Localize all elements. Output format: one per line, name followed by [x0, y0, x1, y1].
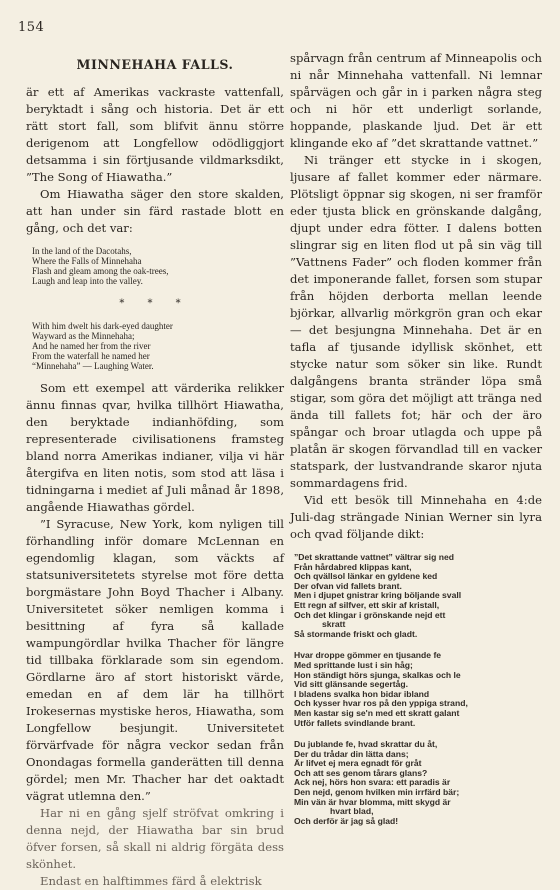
verse-line: With him dwelt his dark-eyed daughter [32, 321, 173, 331]
swedish-poem-stanza-1 [294, 553, 542, 639]
poem-line: Den nejd, genom hvilken min irrfärd bär; [294, 787, 460, 798]
poem-line: Ack nej, hörs hon svara: ett paradis är [294, 777, 451, 788]
paragraph: spårvagn från centrum af Minneapolis och ni når Minnehaha vattenfall. Ni lemnar spårvägen och går in i parken några steg och ni hör ett underligt sorlande, hoppande, plaskande ljud. Det är ett klingande eko af ”det skrattande vattnet.” [290, 51, 542, 150]
poem-line: Vid sitt glänsande segertåg. [294, 679, 408, 690]
poem-line: Ett regn af silfver, ett skir af kristall, [294, 599, 440, 610]
english-verse-1 [32, 246, 284, 286]
poem-line: Från hårdabred klippas kant, [294, 561, 412, 572]
verse-line: Flash and gleam among the oak-trees, [32, 266, 169, 276]
right-column [290, 50, 542, 838]
poem-line: skratt [322, 619, 346, 630]
paragraph: ”I Syracuse, New York, kom nyligen till förhandling inför domare McLennan en egendomlig klagan, som väckts af statsuniversitetets styrelse mot före detta borgmästare John Boyd Thacher i Albany. Universitetet söker nemligen komma i besittning af fyra så kallade wampungördlar hvilka Thacher för längre tid tillbaka förklarade som sin egendom. Gördlarne äro af stort historiskt värde, emedan en af dem lär ha tillhört Irokesernas mystiske heros, Hiawatha, som Longfellow besjungit. Universitetet förvärfvade för några veckor sedan från Onondagas formella ganderätten till denna gördel; men Mr. Thacher har det oaktadt vägrat utlemna den.” [26, 517, 284, 803]
paragraph: är ett af Amerikas vackraste vattenfall, beryktadt i sång och historia. Det är ett rätt stort fall, som blifvit ännu större derigenom att Longfellow odödliggjort detsamma i sin förtjusande vildmarksdikt, ”The Song of Hiawatha.” [26, 85, 284, 184]
poem-line: Med sprittande lust i sin håg; [294, 659, 413, 670]
poem-line: Så stormande friskt och gladt. [294, 628, 418, 639]
poem-line: hvart blad, [330, 806, 374, 817]
verse-line: Laugh and leap into the valley. [32, 276, 143, 286]
poem-line: I bladens svalka hon bidar ibland [294, 688, 430, 699]
poem-line: Men kastar sig se'n med ett skratt galant [294, 707, 460, 718]
paragraph: Har ni en gång sjelf ströfvat omkring i denna nejd, der Hiawatha bar sin brud öfver forsen, så skall ni aldrig förgäta dess skönhet. [26, 806, 284, 871]
poem-line: Utför fallets svindlande brant. [294, 717, 416, 728]
poem-line: Der ofvan vid fallets brant. [294, 580, 402, 591]
verse-line: In the land of the Dacotahs, [32, 246, 132, 256]
poem-line: Hvar droppe gömmer en tjusande fe [294, 650, 442, 661]
page-number: 154 [18, 20, 45, 35]
verse-line: Wayward as the Minnehaha; [32, 331, 135, 341]
paragraph: Endast en halftimmes färd å elektrisk [40, 874, 262, 888]
poem-line: Och det klingar i grönskande nejd ett [294, 609, 446, 620]
poem-line: Min vän är hvar blomma, mitt skygd är [294, 796, 451, 807]
paragraph: Om Hiawatha säger den store skalden, att han under sin färd rastade blott en gång, och det var: [26, 187, 284, 235]
section-stars: * * * [119, 298, 191, 309]
poem-line: Der du trådar din lätta dans; [294, 748, 409, 759]
poem-line: Och derför är jag så glad! [294, 815, 399, 826]
left-column [26, 50, 284, 890]
poem-line: Och kysser hvar ros på den yppiga strand, [294, 698, 468, 709]
swedish-poem-stanza-2 [294, 651, 542, 728]
paragraph: Som ett exempel att värderika relikker ännu finnas qvar, hvilka tillhört Hiawatha, den beryktade indianhöfding, som representerade civilisationens framsteg bland norra Amerikas indianer, vilja vi här återgifva en liten notis, som stod att läsa i tidningarna i mediet af Juli månad år 1898, angående Hiawathas gördel. [26, 381, 284, 514]
verse-line: And he named her from the river [32, 341, 151, 351]
verse-line: From the waterfall he named her [32, 351, 150, 361]
poem-line: Du jublande fe, hvad skrattar du åt, [294, 739, 438, 750]
paragraph: Vid ett besök till Minnehaha en 4:de Juli-dag strängade Ninian Werner sin lyra och qvad följande dikt: [290, 493, 542, 541]
swedish-poem-stanza-3 [294, 740, 542, 826]
poem-line: Men i djupet gnistrar kring böljande svall [294, 590, 462, 601]
poem-line: Och att ses genom tårars glans? [294, 767, 428, 778]
section-heading: MINNEHAHA FALLS. [76, 57, 234, 72]
poem-line: Och qvällsol länkar en gyldene ked [294, 571, 438, 582]
verse-line: Where the Falls of Minnehaha [32, 256, 142, 266]
english-verse-2 [32, 321, 284, 371]
poem-line: Är lifvet ej mera egnadt för gråt [294, 758, 422, 769]
verse-line: “Minnehaha” — Laughing Water. [32, 361, 154, 371]
poem-line: Hon ständigt hörs sjunga, skalkas och le [294, 669, 461, 680]
paragraph: Ni tränger ett stycke in i skogen, ljusare af fallet kommer eder närmare. Plötsligt öppnar sig skogen, ni ser framför eder tjusta blick en grönskande dalgång, djupt under edra fötter. I dalens botten slingrar sig en liten flod ut på sin väg till ”Vattnens Fader” och floden kommer från det imponerande fallet, forsen som stupar från höjden derborta mellan leende björkar, allvarlig mörkgrön gran och ekar — det besjungna Minnehaha. Det är en tafla af tjusande idyllisk skönhet, ett stycke natur som söker sin like. Rundt dalgångens branta stränder löpa små stigar, som göra det möjligt att tränga ned ända till fallets fot; här och der äro spångar och broar utlagda och uppe på platån är skogen förvandlad till en vacker statspark, der lustvandrande skaror njuta sommardagens frid. [290, 153, 542, 490]
poem-line: ”Det skrattande vattnet” vältrar sig ned [294, 552, 454, 562]
